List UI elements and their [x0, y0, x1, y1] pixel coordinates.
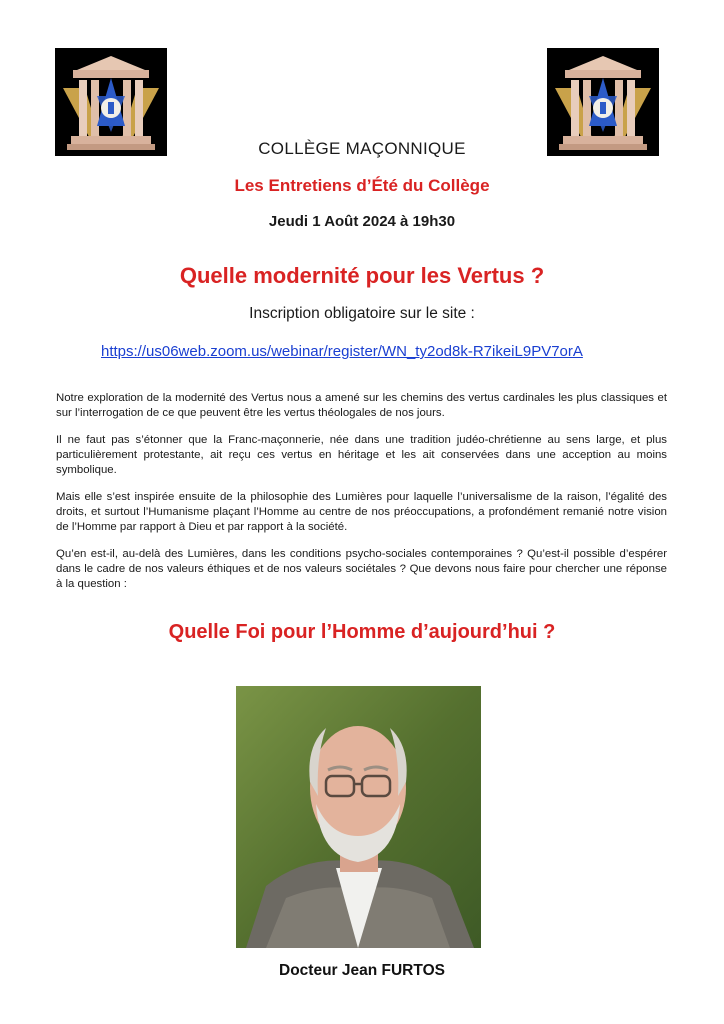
body-text: [56, 391, 667, 604]
registration-note: Inscription obligatoire sur le site :: [249, 305, 475, 322]
page-title: Quelle modernité pour les Vertus ?: [179, 263, 545, 288]
speaker-photo: [236, 686, 481, 948]
paragraph: Mais elle s’est inspirée ensuite de la philosophie des Lumières pour laquelle l’universalisme de la raison, l’égalité des droits, et surtout l’Humanisme plaçant l’Homme au centre de nos préoccupations, a profondément remanié notre vision de l’Homme par rapport à Dieu et par rapport à la société.: [56, 491, 667, 533]
paragraph: Notre exploration de la modernité des Vertus nous a amené sur les chemins des vertus cardinales les plus classiques et sur l’interrogation de ce que peuvent être les vertus théologales de nos jours.: [56, 392, 667, 419]
series-title: Les Entretiens d’Été du Collège: [234, 176, 490, 195]
speaker-name: Docteur Jean FURTOS: [279, 962, 445, 979]
question-title: Quelle Foi pour l’Homme d’aujourd’hui ?: [168, 621, 556, 643]
paragraph: Il ne faut pas s’étonner que la Franc-maçonnerie, née dans une tradition judéo-chrétienne au sens large, et plus particulièrement protestante, ait reçu ces vertus en héritage et les ait conservées dans une acception au moins symbolique.: [56, 434, 667, 476]
org-title: COLLÈGE MAÇONNIQUE: [258, 139, 466, 158]
paragraph: Qu’en est-il, au-delà des Lumières, dans les conditions psycho-sociales contemporaines ? Qu’est-il possible d’espérer dans le cadre de nos valeurs éthiques et de nos valeurs sociétales ? Que devons nous faire pour chercher une réponse à la question :: [56, 548, 667, 590]
event-date: Jeudi 1 Août 2024 à 19h30: [268, 213, 456, 230]
registration-link[interactable]: https://us06web.zoom.us/webinar/register/WN_ty2od8k-R7ikeiL9PV7orA: [101, 343, 583, 360]
